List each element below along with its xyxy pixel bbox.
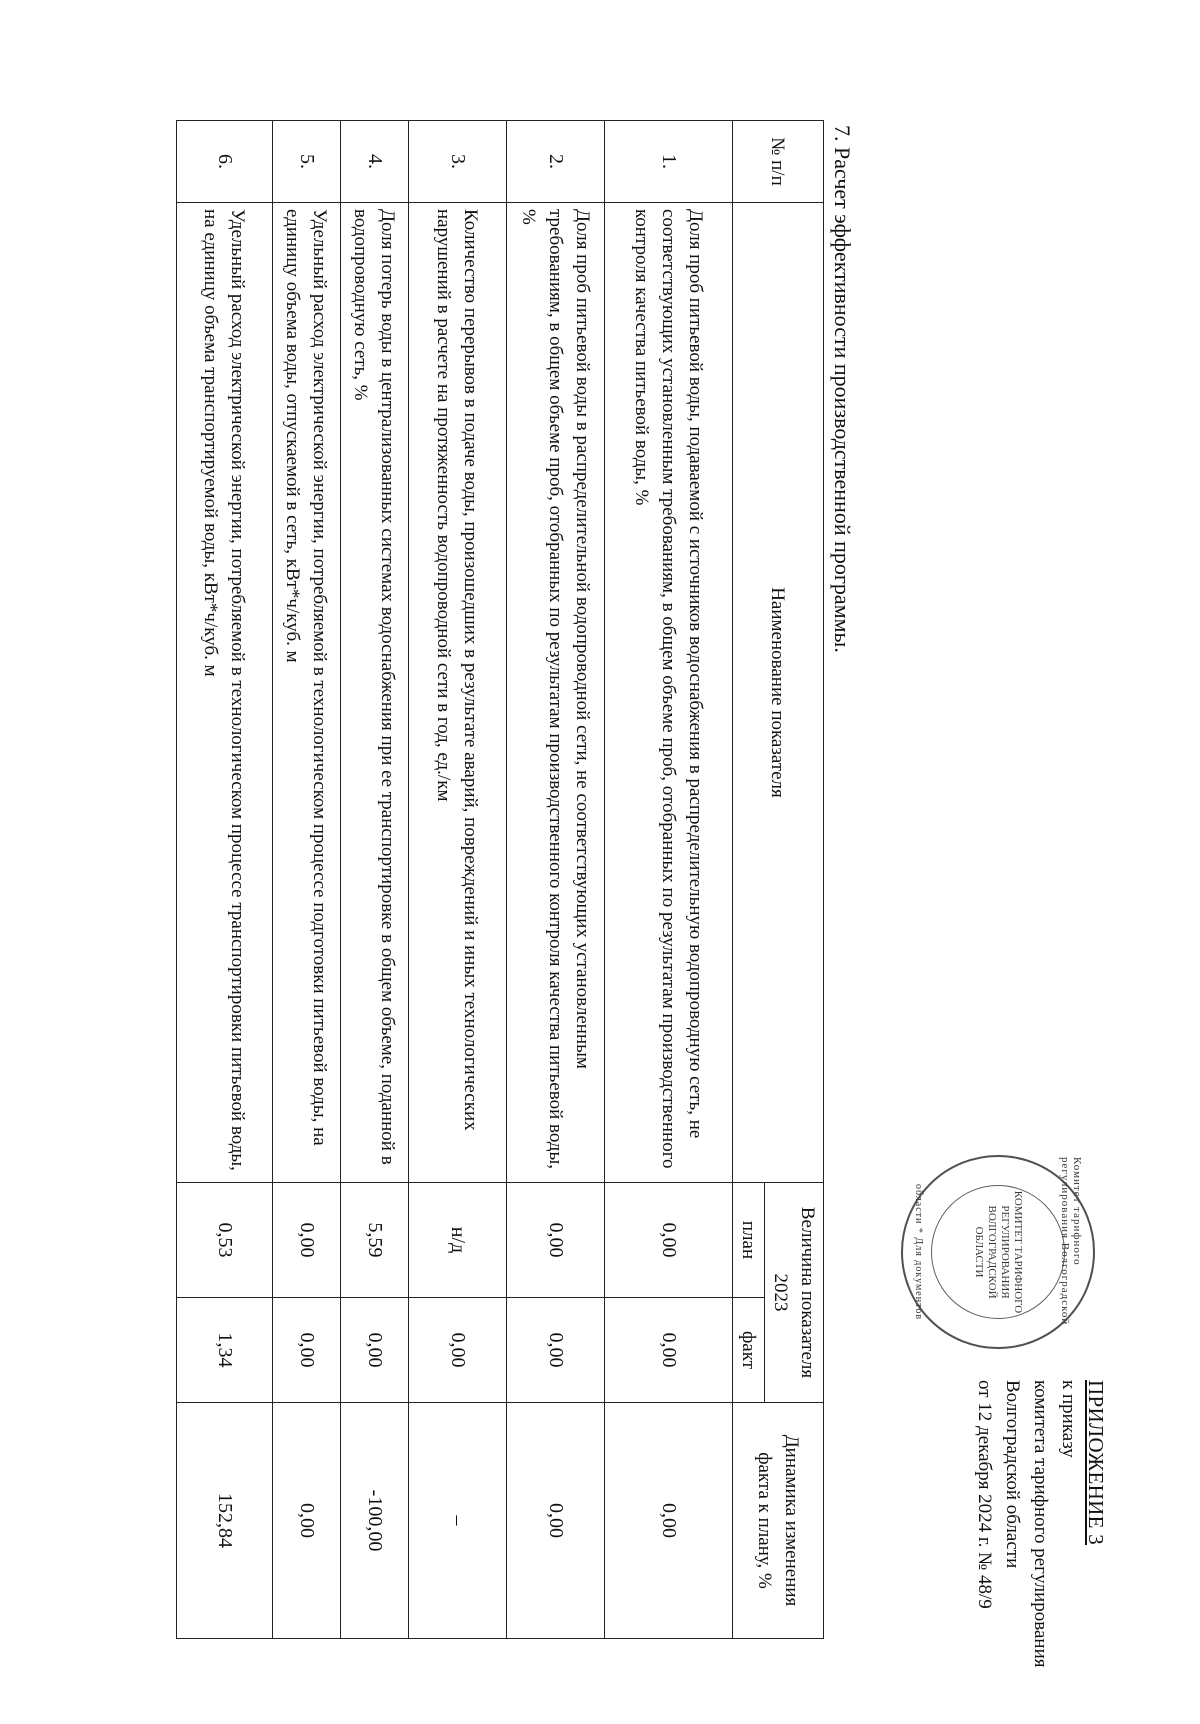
fact-value: 0,00: [605, 1298, 733, 1403]
header-line-2: комитета тарифного регулирования: [1030, 1380, 1051, 1668]
fact-value: 1,34: [177, 1298, 273, 1403]
dynamics-value: -100,00: [341, 1403, 409, 1639]
row-number: 6.: [177, 121, 273, 203]
plan-value: н/д: [409, 1183, 507, 1298]
table-row: [507, 121, 605, 1639]
dynamics-value: 152,84: [177, 1403, 273, 1639]
table-header-row: [765, 121, 824, 1639]
seal-ring-top-text: Комитет тарифного регулирования Волгоградской: [1059, 1157, 1083, 1326]
dynamics-value: 0,00: [507, 1403, 605, 1639]
row-number: 5.: [273, 121, 341, 203]
dynamics-value: –: [409, 1403, 507, 1639]
plan-value: 0,53: [177, 1183, 273, 1298]
indicator-name: Доля проб питьевой воды, подаваемой с источников водоснабжения в распределительную водопроводную сеть, не соответствующих установленным требованиям, в общем объеме проб, отобранных по результатам производственного контроля качества питьевой воды, %: [605, 203, 733, 1183]
column-header-number: № п/п: [733, 121, 824, 203]
indicator-name: Удельный расход электрической энергии, потребляемой в технологическом процессе подготовки питьевой воды, на единицу объема воды, отпускаемой в сеть, кВт*ч/куб. м: [273, 203, 341, 1183]
plan-value: 0,00: [605, 1183, 733, 1298]
indicator-name: Доля потерь воды в централизованных системах водоснабжения при ее транспортировке в общем объеме, поданной в водопроводную сеть, %: [341, 203, 409, 1183]
official-seal: [901, 1155, 1095, 1349]
column-header-value-group: Величина показателя 2023: [765, 1183, 824, 1403]
section-title: 7. Расчет эффективности производственной программы.: [830, 125, 855, 653]
appendix-title: ПРИЛОЖЕНИЕ 3: [1084, 1380, 1108, 1546]
table-row: [177, 121, 273, 1639]
indicator-name: Доля проб питьевой воды в распределительной водопроводной сети, не соответствующих установленным требованиям, в общем объеме проб, отобранных по результатам производственного контроля качества питьевой воды, %: [507, 203, 605, 1183]
dynamics-value: 0,00: [605, 1403, 733, 1639]
seal-center: КОМИТЕТ ТАРИФНОГО РЕГУЛИРОВАНИЯ ВОЛГОГРАДСКОЙ ОБЛАСТИ: [931, 1185, 1065, 1319]
column-header-dynamics: Динамика изменения факта к плану, %: [733, 1403, 824, 1639]
plan-value: 0,00: [507, 1183, 605, 1298]
table-row: [273, 121, 341, 1639]
fact-value: 0,00: [341, 1298, 409, 1403]
row-number: 2.: [507, 121, 605, 203]
row-number: 3.: [409, 121, 507, 203]
column-header-plan: план: [733, 1183, 765, 1298]
header-line-3: Волгоградской области: [1002, 1380, 1023, 1569]
column-header-name: Наименование показателя: [733, 203, 824, 1183]
table-row: [341, 121, 409, 1639]
appendix-header: [970, 1380, 1110, 1700]
seal-ring-bottom-text: области * Для документов: [913, 1183, 924, 1321]
column-header-fact: факт: [733, 1298, 765, 1403]
header-line-1: к приказу: [1058, 1380, 1079, 1458]
efficiency-table: [176, 120, 824, 1639]
header-line-4: от 12 декабря 2024 г. № 48/9: [974, 1380, 995, 1609]
plan-value: 5,59: [341, 1183, 409, 1298]
table-row: [605, 121, 733, 1639]
row-number: 1.: [605, 121, 733, 203]
fact-value: 0,00: [273, 1298, 341, 1403]
table-row: [409, 121, 507, 1639]
fact-value: 0,00: [409, 1298, 507, 1403]
indicator-name: Количество перерывов в подаче воды, произошедших в результате аварий, повреждений и иных технологических нарушений в расчете на протяженность водопроводной сети в год, ед./км: [409, 203, 507, 1183]
dynamics-value: 0,00: [273, 1403, 341, 1639]
fact-value: 0,00: [507, 1298, 605, 1403]
plan-value: 0,00: [273, 1183, 341, 1298]
row-number: 4.: [341, 121, 409, 203]
indicator-name: Удельный расход электрической энергии, потребляемой в технологическом процессе транспортировки питьевой воды, на единицу объема транспортируемой воды, кВт*ч/куб. м: [177, 203, 273, 1183]
